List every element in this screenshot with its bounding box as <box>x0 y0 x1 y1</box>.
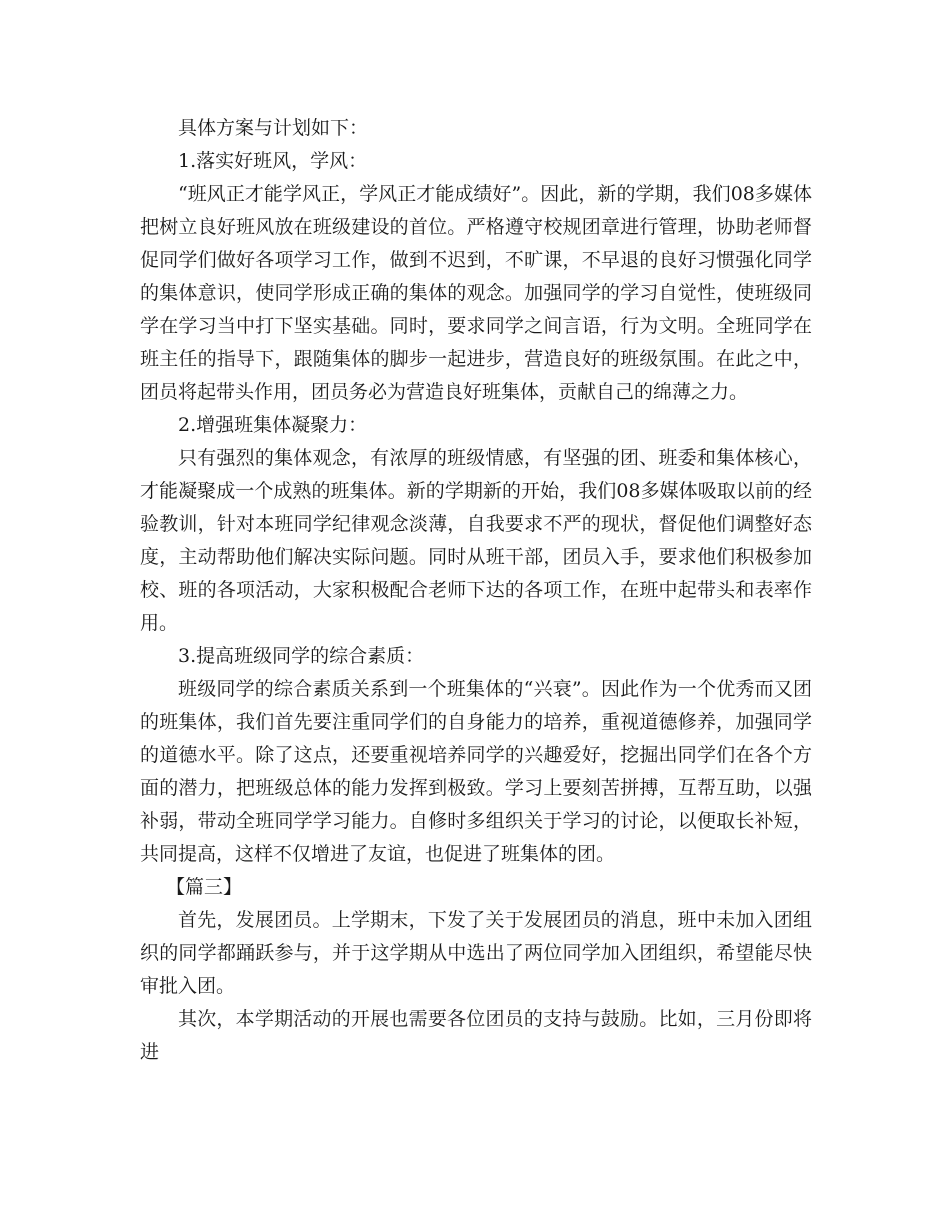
section-1-paragraph: “班风正才能学风正，学风正才能成绩好”。因此，新的学期，我们08多媒体把树立良好班风放在班级建设的首位。严格遵守校规团章进行管理，协助老师督促同学们做好各项学习工作，做到不迟到，不旷课，不早退的良好习惯强化同学的集体意识，使同学形成正确的集体的观念。加强同学的学习自觉性，使班级同学在学习当中打下坚实基础。同时，要求同学之间言语，行为文明。全班同学在班主任的指导下，跟随集体的脚步一起进步，营造良好的班级氛围。在此之中，团员将起带头作用，团员务必为营造良好班集体，贡献自己的绵薄之力。 <box>140 183 812 403</box>
part-three-paragraph-2: 其次，本学期活动的开展也需要各位团员的支持与鼓励。比如，三月份即将进 <box>140 1008 812 1063</box>
section-1-heading: 1.落实好班风，学风： <box>178 150 368 172</box>
part-three-paragraph-1: 首先，发展团员。上学期末，下发了关于发展团员的消息，班中未加入团组织的同学都踊跃参与，并于这学期从中选出了两位同学加入团组织，希望能尽快审批入团。 <box>140 909 812 997</box>
section-3-heading: 3.提高班级同学的综合素质： <box>178 645 425 667</box>
section-2-paragraph: 只有强烈的集体观念，有浓厚的班级情感，有坚强的团、班委和集体核心，才能凝聚成一个成熟的班集体。新的学期新的开始，我们08多媒体吸取以前的经验教训，针对本班同学纪律观念淡薄，自我要求不严的现状，督促他们调整好态度，主动帮助他们解决实际问题。同时从班干部，团员入手，要求他们积极参加校、班的各项活动，大家积极配合老师下达的各项工作，在班中起带头和表率作用。 <box>140 447 812 634</box>
intro-line: 具体方案与计划如下： <box>178 117 369 139</box>
section-3-paragraph: 班级同学的综合素质关系到一个班集体的“兴衰”。因此作为一个优秀而又团的班集体，我们首先要注重同学们的自身能力的培养，重视道德修养，加强同学的道德水平。除了这点，还要重视培养同学的兴趣爱好，挖掘出同学们在各个方面的潜力，把班级总体的能力发挥到极致。学习上要刻苦拼搏，互帮互助，以强补弱，带动全班同学学习能力。自修时多组织关于学习的讨论，以便取长补短，共同提高，这样不仅增进了友谊，也促进了班集体的团。 <box>140 678 812 865</box>
section-2-heading: 2.增强班集体凝聚力： <box>178 414 368 436</box>
document-body <box>140 112 812 1069</box>
part-three-title: 【篇三】 <box>166 876 243 898</box>
